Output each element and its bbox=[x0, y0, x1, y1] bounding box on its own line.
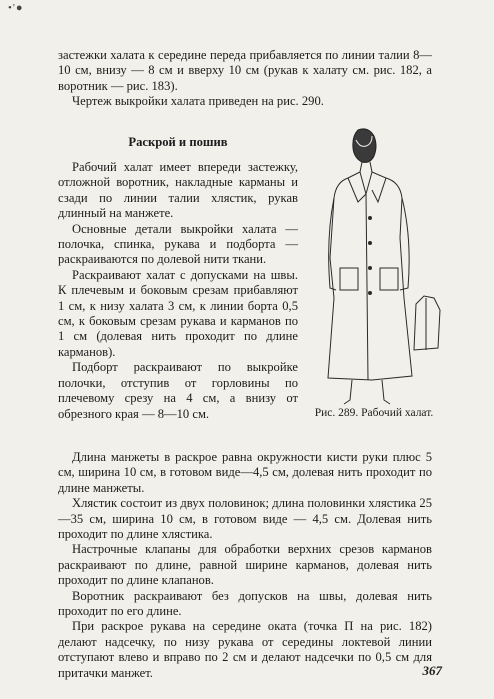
paragraph: Основные детали выкройки халата — полочка, спинка, рукава и подборта — раскраиваются по долевой нити ткани. bbox=[58, 221, 298, 267]
figure-caption: Рис. 289. Рабочий халат. bbox=[314, 407, 434, 419]
paragraph: Хлястик состоит из двух половинок; длина половинки хлястика 25—35 см, ширина 10 см, в готовом виде — 4,5 см. Долевая нить проходит по длине хлястика. bbox=[58, 496, 432, 542]
paragraph: Чертеж выкройки халата приведен на рис. 290. bbox=[72, 94, 324, 109]
paragraph: Воротник раскраивают без допусков на швы, долевая нить проходит по его длине. bbox=[58, 588, 432, 619]
robe-illustration bbox=[300, 118, 450, 418]
intro-block bbox=[58, 48, 432, 110]
paragraph: Раскраивают халат с допусками на швы. К плечевым и боковым срезам прибавляют 1 см, к низу халата 3 см, к линии борта 0,5 см, к боковым срезам рукава и карманов по 1 см (долевая нить проходит по длине карманов). bbox=[58, 267, 298, 359]
paragraph: Подборт раскраивают по выкройке полочки, отступив от горловины по плечевому срезу на 4 см, а внизу от обрезного края — 8—10 см. bbox=[58, 360, 298, 421]
paragraph: При раскрое рукава на середине оката (точка П на рис. 182) делают надсечку, по низу рукава от середины локтевой линии отступают влево и вправо по 2 см и делают надсечки по 0,5 см для притачки манжет. bbox=[58, 619, 432, 680]
main-text bbox=[58, 450, 432, 681]
paragraph: застежки халата к середине переда прибавляется по линии талии 8—10 см, внизу — 8 см и вверху 10 см (рукав к халату см. рис. 182, а воротник — рис. 183). bbox=[58, 48, 432, 93]
page-number: 367 bbox=[422, 663, 442, 678]
paragraph: Длина манжеты в раскрое равна окружности кисти руки плюс 5 см, ширина 10 см, в готовом виде—4,5 см, долевая нить проходит по длине манжеты. bbox=[58, 450, 432, 495]
paragraph: Настрочные клапаны для обработки верхних срезов карманов раскраивают по длине, равной ширине карманов, долевая нить проходит по длине клапанов. bbox=[58, 542, 432, 588]
print-mark: •'● bbox=[8, 2, 24, 14]
section-heading: Раскрой и пошив bbox=[128, 135, 228, 149]
paragraph: Рабочий халат имеет впереди застежку, отложной воротник, накладные карманы и сзади по линии талии хлястик, рукав длинный на манжете. bbox=[58, 160, 298, 221]
left-column bbox=[58, 160, 298, 422]
